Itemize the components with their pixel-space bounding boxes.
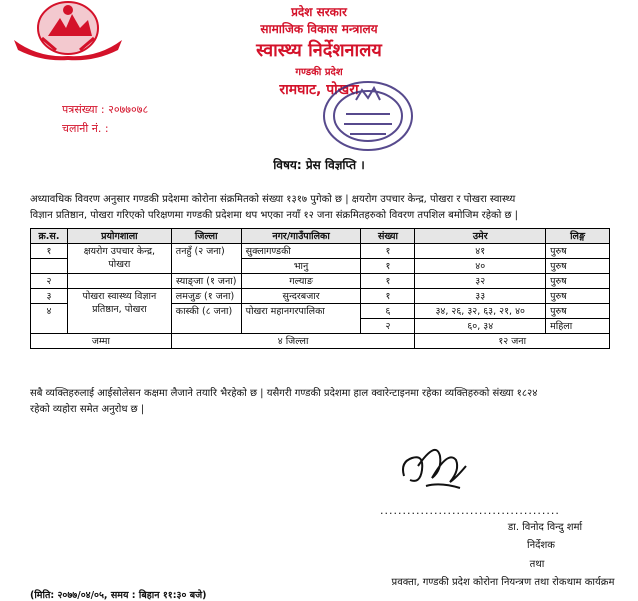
cell-age: ३४, २६, ३२, ६३, २१, ४० [415,304,546,319]
header-line-directorate: स्वास्थ्य निर्देशनालय [256,40,382,61]
cell-municipality: सुक्लागण्डकी [241,244,361,259]
header-line-ministry: सामाजिक विकास मन्त्रालय [260,22,378,36]
isolation-paragraph-line: सबै व्यक्तिहरुलाई आईसोलेसन कक्षमा लैजाने तयारि भैरहेको छ | यसैगरी गण्डकी प्रदेशमा हाल क्वारेन्टाइनमा रहेका व्यक्तिहरुको संख्या १८२४ [30,388,538,399]
table-row [31,289,610,304]
cases-table [30,228,610,349]
table-row [31,274,610,289]
cell-gender: पुरुष [546,304,610,319]
cell-gender: पुरुष [546,259,610,274]
intro-paragraph-line: विज्ञान प्रतिष्ठान, पोखरा गरिएको परिक्षणमा गण्डकी प्रदेशमा थप भएका नयाँ १२ जना संक्रमितहरुको विवरण तपशिल बमोजिम रहेको छ | [30,210,519,221]
header-line-government: प्रदेश सरकार [291,5,347,19]
cell-age: ४० [415,259,546,274]
cell-sn: ४ [31,304,68,334]
office-stamp-icon [318,78,418,154]
total-label: जम्मा [31,334,172,349]
date-time-footer: (मिति: २०७७/०४/०५, समय : बिहान ११:३० बजे) [30,590,207,601]
signature-line: ........................................ [380,504,560,517]
intro-paragraph [30,192,610,224]
cell-sn [31,259,68,274]
cell-age: ४१ [415,244,546,259]
signatory-role: प्रवक्ता, गण्डकी प्रदेश कोरोना नियन्त्रण तथा रोकथाम कार्यक्रम [391,577,615,588]
total-people: १२ जना [415,334,610,349]
cell-count: १ [361,244,415,259]
cell-count: १ [361,274,415,289]
isolation-paragraph-line: रहेको व्यहोरा समेत अनुरोध छ | [30,404,145,415]
cell-age: ३३ [415,289,546,304]
signatory-title: निर्देशक [527,540,555,551]
column-header-municipality: नगर/गाउँपालिका [241,229,361,244]
cell-gender: महिला [546,319,610,334]
cell-gender: पुरुष [546,244,610,259]
cell-municipality: भानु [241,259,361,274]
column-header-gender: लिङ्ग [546,229,610,244]
cell-age: ६०, ३४ [415,319,546,334]
cell-sn: ३ [31,289,68,304]
cell-count: १ [361,289,415,304]
cell-municipality: गल्याङ [241,274,361,289]
subject-line: विषय: प्रेस विज्ञप्ति । [273,158,365,172]
table-row [31,244,610,259]
cell-lab: पोखरा स्वास्थ्य विज्ञान प्रतिष्ठान, पोखरा [67,289,171,334]
cell-sn: १ [31,244,68,259]
cell-count: ६ [361,304,415,319]
isolation-paragraph [30,386,610,418]
header-line-province: गण्डकी प्रदेश [295,67,343,78]
cell-age: ३२ [415,274,546,289]
intro-paragraph-line: अध्यावधिक विवरण अनुसार गण्डकी प्रदेशमा कोरोना संक्रमितको संख्या १३१७ पुगेको छ | क्षयरोग उपचार केन्द्र, पोखरा र पोखरा स्वास्थ्य [30,194,516,205]
signatory-and: तथा [529,559,545,570]
table-header-row [31,229,610,244]
total-districts: ४ जिल्ला [171,334,415,349]
column-header-age: उमेर [415,229,546,244]
cell-municipality: सुन्दरबजार [241,289,361,304]
table-total-row [31,334,610,349]
cell-gender: पुरुष [546,289,610,304]
cell-district: कास्की (८ जना) [171,304,241,334]
cell-count: १ [361,259,415,274]
cell-lab: क्षयरोग उपचार केन्द्र, पोखरा [67,244,171,274]
cell-lab [67,274,171,289]
cell-municipality: पोखरा महानगरपालिका [241,304,361,334]
column-header-district: जिल्ला [171,229,241,244]
cell-gender: पुरुष [546,274,610,289]
signature-icon [396,436,470,496]
cell-sn: २ [31,274,68,289]
dispatch-number: चलानी नं. : [62,122,109,135]
column-header-count: संख्या [361,229,415,244]
column-header-lab: प्रयोगशाला [67,229,171,244]
cell-count: २ [361,319,415,334]
cell-district: स्याङ्जा (१ जना) [171,274,241,289]
cell-district: तनहुँ (२ जना) [171,244,241,274]
header-line-address: रामघाट, पोखरा [279,82,359,98]
signatory-name: डा. विनोद विन्दु शर्मा [507,522,583,533]
column-header-sn: क्र.स. [31,229,68,244]
cell-district: लमजुङ (१ जना) [171,289,241,304]
reference-number: पत्रसंख्या : २०७७०७८ [62,103,149,116]
